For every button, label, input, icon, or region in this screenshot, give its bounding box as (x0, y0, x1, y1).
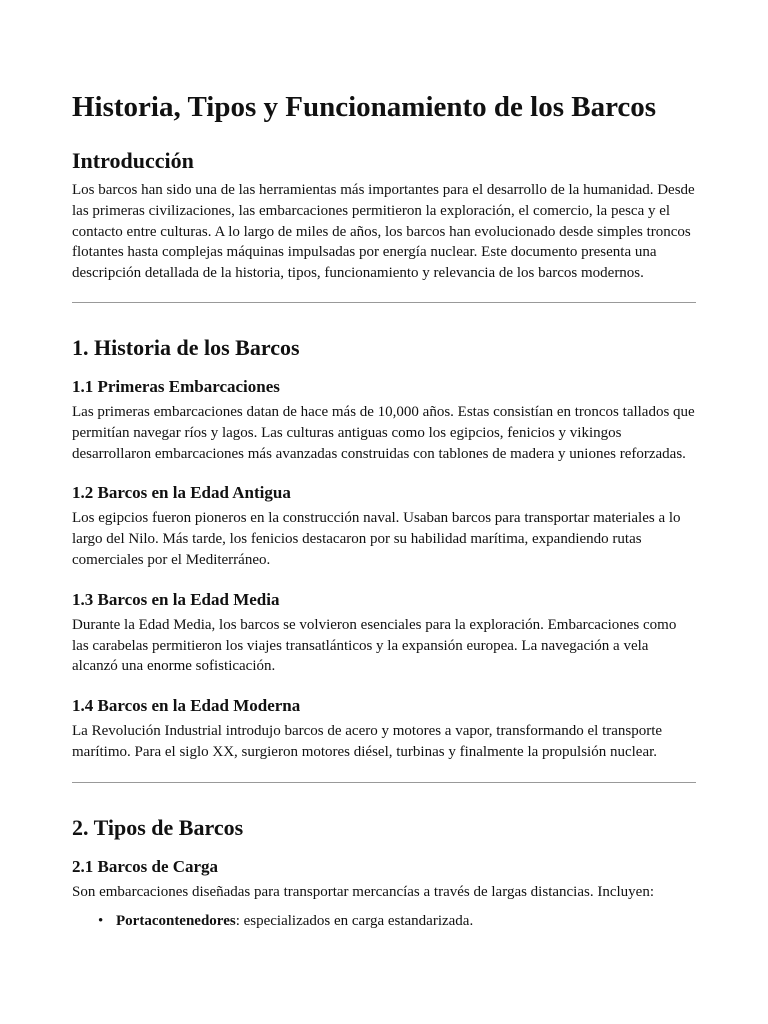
bullet-icon: • (98, 912, 104, 929)
subsection-2-1-paragraph: Son embarcaciones diseñadas para transportar mercancías a través de largas distancias. Incluyen: (72, 883, 654, 900)
list-item (98, 911, 696, 932)
cargo-ship-list (72, 911, 696, 932)
list-item-term: Portacontenedores (116, 912, 236, 929)
subsection-1-2-heading: 1.2 Barcos en la Edad Antigua (72, 483, 291, 503)
section-divider (72, 782, 696, 783)
list-item-description: : especializados en carga estandarizada. (235, 912, 474, 929)
subsection-1-1-paragraph: Las primeras embarcaciones datan de hace más de 10,000 años. Estas consistían en troncos tallados que permitían navegar ríos y lagos. Las culturas antiguas como los egipcios, fenicios y vikingos desarrollaron embarcaciones más avanzadas construidas con tablones de madera y uniones reforzadas. (72, 403, 695, 462)
subsection-1-2-paragraph: Los egipcios fueron pioneros en la construcción naval. Usaban barcos para transportar materiales a lo largo del Nilo. Más tarde, los fenicios destacaron por su habilidad marítima, expandiendo rutas comerciales por el Mediterráneo. (72, 510, 681, 568)
subsection-1-4-heading: 1.4 Barcos en la Edad Moderna (72, 696, 301, 716)
intro-heading: Introducción (72, 148, 194, 173)
section-2-heading: 2. Tipos de Barcos (72, 814, 244, 840)
subsection-1-4-paragraph: La Revolución Industrial introdujo barcos de acero y motores a vapor, transformando el transporte marítimo. Para el siglo XX, surgieron motores diésel, turbinas y finalmente la propulsión nuclear. (72, 723, 663, 760)
subsection-1-3-paragraph: Durante la Edad Media, los barcos se volvieron esenciales para la exploración. Embarcaciones como las carabelas permitieron los viajes transatlánticos y la expansión europea. La navegación a vela alcanzó una enorme sofisticación. (72, 616, 677, 675)
intro-paragraph: Los barcos han sido una de las herramientas más importantes para el desarrollo de la humanidad. Desde las primeras civilizaciones, las embarcaciones permitieron la exploración, el comercio, la pesca y el contacto entre culturas. A lo largo de miles de años, los barcos han evolucionado desde simples troncos flotantes hasta complejas máquinas impulsadas por energía nuclear. Este documento presenta una descripción detallada de la historia, tipos, funcionamiento y relevancia de los barcos modernos. (72, 182, 695, 282)
subsection-1-1-heading: 1.1 Primeras Embarcaciones (72, 376, 280, 396)
section-1-heading: 1. Historia de los Barcos (72, 334, 300, 360)
document-title: Historia, Tipos y Funcionamiento de los Barcos (72, 91, 657, 123)
subsection-2-1-heading: 2.1 Barcos de Carga (72, 856, 219, 876)
subsection-1-3-heading: 1.3 Barcos en la Edad Media (72, 589, 280, 609)
section-divider (72, 302, 696, 303)
